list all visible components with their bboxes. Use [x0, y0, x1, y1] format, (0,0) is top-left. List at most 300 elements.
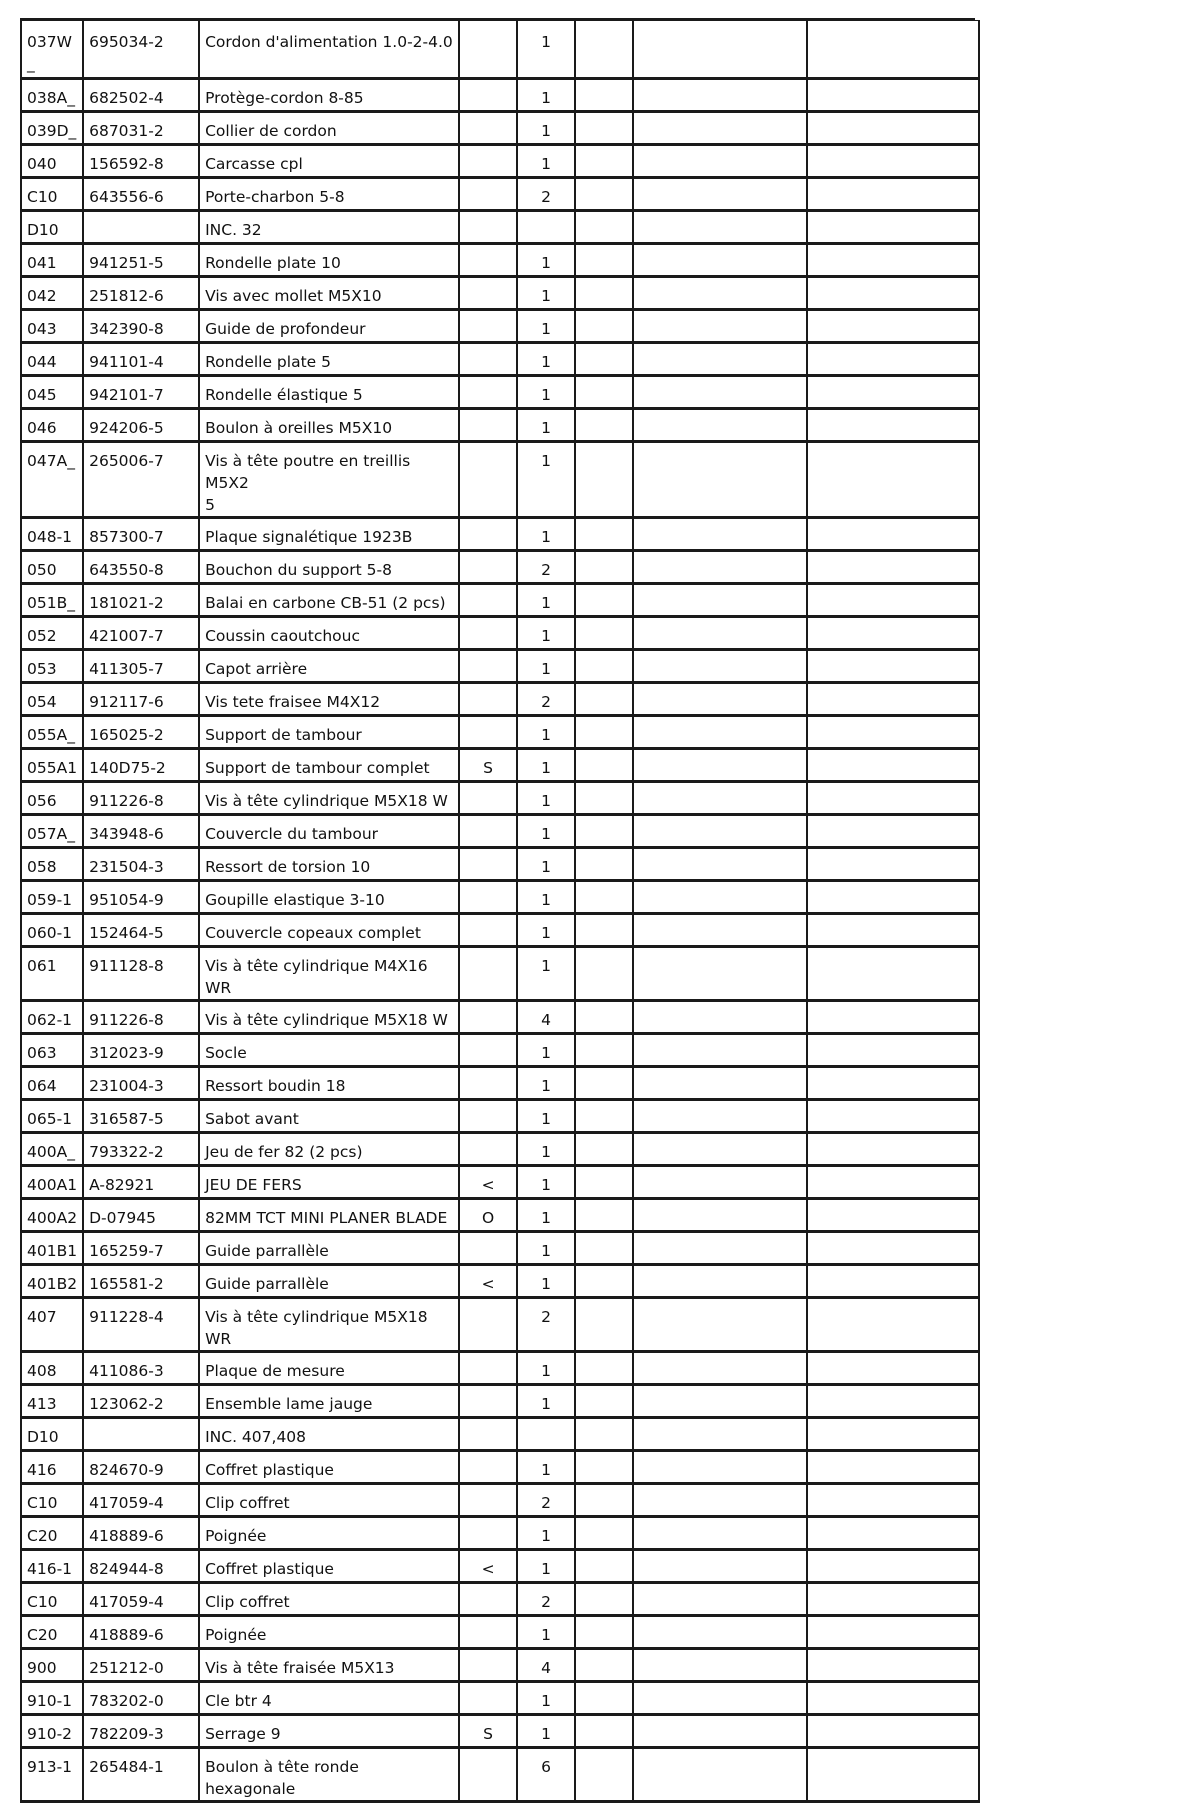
parts-table [20, 20, 980, 1803]
cell-empty [633, 178, 807, 211]
cell-flag [459, 21, 517, 79]
cell-ref: C10 [21, 1583, 83, 1616]
cell-ref: 400A_ [21, 1133, 83, 1166]
table-row [21, 1715, 979, 1748]
cell-quantity [517, 1418, 575, 1451]
cell-description: Plaque signalétique 1923B [199, 518, 459, 551]
table-row [21, 442, 979, 518]
cell-flag [459, 683, 517, 716]
cell-quantity: 1 [517, 1067, 575, 1100]
cell-ref: 040 [21, 145, 83, 178]
cell-part-number: D-07945 [83, 1199, 199, 1232]
cell-empty [633, 1418, 807, 1451]
cell-empty [575, 1418, 633, 1451]
cell-quantity: 1 [517, 914, 575, 947]
cell-empty [633, 1100, 807, 1133]
cell-empty [633, 1385, 807, 1418]
cell-ref: 042 [21, 277, 83, 310]
cell-flag [459, 79, 517, 112]
cell-empty [807, 551, 979, 584]
table-row [21, 343, 979, 376]
cell-empty [633, 749, 807, 782]
table-row [21, 145, 979, 178]
cell-quantity: 2 [517, 683, 575, 716]
cell-flag [459, 1298, 517, 1352]
cell-description: Couvercle copeaux complet [199, 914, 459, 947]
cell-quantity: 1 [517, 650, 575, 683]
cell-flag [459, 1484, 517, 1517]
cell-quantity: 2 [517, 178, 575, 211]
cell-empty [575, 1352, 633, 1385]
table-row [21, 277, 979, 310]
cell-empty [807, 442, 979, 518]
cell-empty [633, 551, 807, 584]
table-row [21, 1649, 979, 1682]
cell-part-number: 824944-8 [83, 1550, 199, 1583]
cell-part-number: 265484-1 [83, 1748, 199, 1802]
cell-description: Goupille elastique 3-10 [199, 881, 459, 914]
cell-flag [459, 1649, 517, 1682]
cell-ref: 044 [21, 343, 83, 376]
cell-description: Jeu de fer 82 (2 pcs) [199, 1133, 459, 1166]
cell-part-number: 152464-5 [83, 914, 199, 947]
cell-quantity: 1 [517, 1100, 575, 1133]
cell-empty [575, 442, 633, 518]
table-row [21, 244, 979, 277]
cell-empty [633, 815, 807, 848]
table-row [21, 815, 979, 848]
cell-empty [633, 1616, 807, 1649]
cell-ref: 910-2 [21, 1715, 83, 1748]
cell-quantity: 1 [517, 848, 575, 881]
cell-description: Vis à tête poutre en treillis M5X2 5 [199, 442, 459, 518]
cell-quantity: 1 [517, 947, 575, 1001]
cell-ref: 048-1 [21, 518, 83, 551]
table-row [21, 1451, 979, 1484]
table-row [21, 1550, 979, 1583]
cell-description: Vis à tête fraisée M5X13 [199, 1649, 459, 1682]
table-row [21, 584, 979, 617]
cell-empty [575, 815, 633, 848]
cell-part-number: 312023-9 [83, 1034, 199, 1067]
cell-empty [807, 815, 979, 848]
cell-description: Vis avec mollet M5X10 [199, 277, 459, 310]
cell-empty [575, 1715, 633, 1748]
parts-list-sheet [20, 20, 980, 1803]
table-row [21, 551, 979, 584]
cell-empty [633, 518, 807, 551]
cell-description: Sabot avant [199, 1100, 459, 1133]
cell-flag [459, 1418, 517, 1451]
cell-description: Coffret plastique [199, 1550, 459, 1583]
cell-empty [575, 650, 633, 683]
cell-flag: S [459, 749, 517, 782]
cell-empty [807, 1517, 979, 1550]
table-row [21, 650, 979, 683]
cell-quantity: 1 [517, 442, 575, 518]
cell-empty [807, 1484, 979, 1517]
table-row [21, 848, 979, 881]
cell-empty [633, 1352, 807, 1385]
cell-part-number: 857300-7 [83, 518, 199, 551]
cell-quantity [517, 211, 575, 244]
cell-ref: 045 [21, 376, 83, 409]
cell-empty [633, 1517, 807, 1550]
cell-ref: C10 [21, 178, 83, 211]
cell-empty [633, 848, 807, 881]
cell-empty [633, 277, 807, 310]
cell-flag [459, 1616, 517, 1649]
cell-empty [633, 1133, 807, 1166]
cell-description: INC. 32 [199, 211, 459, 244]
cell-quantity: 1 [517, 277, 575, 310]
cell-part-number: 165025-2 [83, 716, 199, 749]
cell-empty [575, 1616, 633, 1649]
cell-flag [459, 178, 517, 211]
cell-quantity: 1 [517, 1385, 575, 1418]
cell-description: Coffret plastique [199, 1451, 459, 1484]
cell-ref: 913-1 [21, 1748, 83, 1802]
cell-empty [633, 584, 807, 617]
cell-part-number: 342390-8 [83, 310, 199, 343]
cell-part-number: 231004-3 [83, 1067, 199, 1100]
cell-description: Protège-cordon 8-85 [199, 79, 459, 112]
cell-quantity: 1 [517, 518, 575, 551]
cell-empty [575, 1001, 633, 1034]
cell-empty [633, 1265, 807, 1298]
cell-ref: 400A1 [21, 1166, 83, 1199]
cell-description: Guide parrallèle [199, 1265, 459, 1298]
table-row [21, 1133, 979, 1166]
cell-empty [575, 1100, 633, 1133]
cell-empty [633, 881, 807, 914]
cell-quantity: 1 [517, 716, 575, 749]
cell-quantity: 1 [517, 617, 575, 650]
cell-flag [459, 1001, 517, 1034]
cell-ref: 401B2 [21, 1265, 83, 1298]
cell-part-number: 783202-0 [83, 1682, 199, 1715]
cell-ref: 052 [21, 617, 83, 650]
cell-empty [807, 79, 979, 112]
cell-empty [575, 79, 633, 112]
cell-ref: 038A_ [21, 79, 83, 112]
cell-ref: 407 [21, 1298, 83, 1352]
cell-ref: 055A1 [21, 749, 83, 782]
cell-ref: 064 [21, 1067, 83, 1100]
cell-description: Clip coffret [199, 1583, 459, 1616]
cell-empty [575, 1484, 633, 1517]
cell-ref: 053 [21, 650, 83, 683]
cell-ref: 057A_ [21, 815, 83, 848]
cell-ref: 900 [21, 1649, 83, 1682]
cell-part-number: 231504-3 [83, 848, 199, 881]
cell-part-number: 941251-5 [83, 244, 199, 277]
cell-ref: C20 [21, 1517, 83, 1550]
cell-empty [807, 1199, 979, 1232]
cell-quantity: 1 [517, 1451, 575, 1484]
cell-part-number: 181021-2 [83, 584, 199, 617]
cell-description: 82MM TCT MINI PLANER BLADE [199, 1199, 459, 1232]
cell-empty [575, 1682, 633, 1715]
cell-part-number: 782209-3 [83, 1715, 199, 1748]
cell-part-number: 911226-8 [83, 782, 199, 815]
cell-quantity: 2 [517, 1583, 575, 1616]
cell-part-number: 911128-8 [83, 947, 199, 1001]
cell-description: Serrage 9 [199, 1715, 459, 1748]
table-row [21, 1067, 979, 1100]
cell-empty [633, 947, 807, 1001]
cell-empty [633, 21, 807, 79]
cell-quantity: 1 [517, 145, 575, 178]
cell-flag [459, 343, 517, 376]
cell-empty [575, 584, 633, 617]
cell-empty [633, 1199, 807, 1232]
cell-description: Ensemble lame jauge [199, 1385, 459, 1418]
cell-part-number: 793322-2 [83, 1133, 199, 1166]
cell-ref: D10 [21, 1418, 83, 1451]
cell-empty [807, 1232, 979, 1265]
cell-flag [459, 442, 517, 518]
cell-empty [807, 277, 979, 310]
cell-description: Clip coffret [199, 1484, 459, 1517]
cell-ref: 050 [21, 551, 83, 584]
cell-empty [633, 914, 807, 947]
parts-table-body [21, 21, 979, 1802]
cell-part-number: 643550-8 [83, 551, 199, 584]
cell-empty [575, 551, 633, 584]
cell-empty [807, 1034, 979, 1067]
cell-empty [575, 518, 633, 551]
cell-description: Ressort boudin 18 [199, 1067, 459, 1100]
cell-empty [633, 145, 807, 178]
table-row [21, 1748, 979, 1802]
cell-flag [459, 145, 517, 178]
table-row [21, 1616, 979, 1649]
table-row [21, 881, 979, 914]
cell-description: Porte-charbon 5-8 [199, 178, 459, 211]
table-row [21, 1352, 979, 1385]
cell-ref: 061 [21, 947, 83, 1001]
cell-empty [807, 1385, 979, 1418]
cell-quantity: 1 [517, 1682, 575, 1715]
cell-empty [575, 1067, 633, 1100]
cell-empty [807, 343, 979, 376]
cell-empty [633, 409, 807, 442]
cell-part-number: 411086-3 [83, 1352, 199, 1385]
cell-part-number: 951054-9 [83, 881, 199, 914]
cell-ref: C20 [21, 1616, 83, 1649]
table-row [21, 1484, 979, 1517]
cell-quantity: 6 [517, 1748, 575, 1802]
cell-description: Cle btr 4 [199, 1682, 459, 1715]
cell-part-number: 924206-5 [83, 409, 199, 442]
cell-ref: 062-1 [21, 1001, 83, 1034]
cell-description: Vis à tête cylindrique M5X18 WR [199, 1298, 459, 1352]
cell-part-number: 695034-2 [83, 21, 199, 79]
cell-empty [633, 782, 807, 815]
table-row [21, 1265, 979, 1298]
cell-quantity: 1 [517, 1616, 575, 1649]
cell-part-number: 417059-4 [83, 1583, 199, 1616]
table-row [21, 409, 979, 442]
cell-description: Vis à tête cylindrique M4X16 WR [199, 947, 459, 1001]
cell-empty [807, 1682, 979, 1715]
table-row [21, 1418, 979, 1451]
cell-empty [807, 1352, 979, 1385]
cell-empty [807, 1133, 979, 1166]
table-row [21, 178, 979, 211]
cell-flag [459, 244, 517, 277]
cell-empty [633, 1682, 807, 1715]
cell-empty [575, 409, 633, 442]
cell-empty [575, 343, 633, 376]
cell-ref: 060-1 [21, 914, 83, 947]
cell-flag: < [459, 1265, 517, 1298]
cell-description: INC. 407,408 [199, 1418, 459, 1451]
cell-ref: 041 [21, 244, 83, 277]
cell-empty [575, 683, 633, 716]
cell-part-number: 687031-2 [83, 112, 199, 145]
cell-description: Boulon à tête ronde hexagonale [199, 1748, 459, 1802]
cell-empty [633, 1067, 807, 1100]
cell-ref: 046 [21, 409, 83, 442]
cell-empty [807, 1715, 979, 1748]
cell-quantity: 1 [517, 881, 575, 914]
cell-description: Guide de profondeur [199, 310, 459, 343]
cell-part-number: 165581-2 [83, 1265, 199, 1298]
cell-quantity: 1 [517, 343, 575, 376]
cell-empty [807, 1418, 979, 1451]
cell-empty [807, 518, 979, 551]
cell-flag [459, 1352, 517, 1385]
cell-empty [807, 683, 979, 716]
cell-part-number: 251812-6 [83, 277, 199, 310]
cell-empty [807, 782, 979, 815]
cell-part-number: 411305-7 [83, 650, 199, 683]
cell-quantity: 1 [517, 1352, 575, 1385]
cell-flag [459, 716, 517, 749]
cell-empty [575, 376, 633, 409]
cell-quantity: 1 [517, 1265, 575, 1298]
cell-part-number: 251212-0 [83, 1649, 199, 1682]
cell-empty [807, 376, 979, 409]
cell-flag [459, 112, 517, 145]
cell-description: Vis à tête cylindrique M5X18 W [199, 1001, 459, 1034]
cell-description: Support de tambour complet [199, 749, 459, 782]
cell-part-number: A-82921 [83, 1166, 199, 1199]
cell-flag [459, 1583, 517, 1616]
cell-description: Socle [199, 1034, 459, 1067]
cell-empty [633, 1484, 807, 1517]
cell-quantity: 1 [517, 815, 575, 848]
cell-flag [459, 277, 517, 310]
cell-flag: S [459, 1715, 517, 1748]
cell-empty [807, 1649, 979, 1682]
cell-empty [575, 244, 633, 277]
cell-empty [633, 310, 807, 343]
cell-empty [575, 848, 633, 881]
cell-empty [807, 1616, 979, 1649]
cell-part-number: 824670-9 [83, 1451, 199, 1484]
cell-empty [633, 343, 807, 376]
cell-empty [807, 1298, 979, 1352]
cell-flag [459, 1517, 517, 1550]
cell-empty [633, 244, 807, 277]
cell-quantity: 2 [517, 551, 575, 584]
cell-empty [807, 1550, 979, 1583]
cell-empty [633, 112, 807, 145]
cell-description: Plaque de mesure [199, 1352, 459, 1385]
cell-quantity: 1 [517, 1166, 575, 1199]
cell-empty [807, 1166, 979, 1199]
cell-empty [575, 782, 633, 815]
cell-empty [575, 914, 633, 947]
table-row [21, 947, 979, 1001]
cell-part-number: 140D75-2 [83, 749, 199, 782]
cell-ref: 054 [21, 683, 83, 716]
table-row [21, 112, 979, 145]
table-row [21, 914, 979, 947]
cell-empty [807, 211, 979, 244]
cell-empty [575, 1583, 633, 1616]
table-row [21, 1100, 979, 1133]
cell-quantity: 1 [517, 79, 575, 112]
cell-quantity: 1 [517, 782, 575, 815]
cell-description: Collier de cordon [199, 112, 459, 145]
cell-description: Poignée [199, 1616, 459, 1649]
cell-empty [807, 178, 979, 211]
cell-empty [633, 617, 807, 650]
table-row [21, 79, 979, 112]
cell-ref: 416 [21, 1451, 83, 1484]
cell-part-number: 941101-4 [83, 343, 199, 376]
cell-quantity: 1 [517, 1232, 575, 1265]
cell-ref: 051B_ [21, 584, 83, 617]
cell-flag [459, 211, 517, 244]
cell-empty [575, 1265, 633, 1298]
cell-flag: < [459, 1166, 517, 1199]
cell-empty [807, 1001, 979, 1034]
cell-flag [459, 1034, 517, 1067]
cell-part-number: 643556-6 [83, 178, 199, 211]
cell-empty [633, 1550, 807, 1583]
cell-empty [575, 716, 633, 749]
cell-ref: 056 [21, 782, 83, 815]
cell-part-number: 682502-4 [83, 79, 199, 112]
cell-empty [807, 1451, 979, 1484]
cell-flag [459, 881, 517, 914]
cell-empty [807, 1748, 979, 1802]
cell-empty [575, 1649, 633, 1682]
cell-empty [575, 310, 633, 343]
cell-empty [633, 376, 807, 409]
cell-empty [807, 584, 979, 617]
cell-empty [633, 1748, 807, 1802]
cell-part-number: 343948-6 [83, 815, 199, 848]
cell-quantity: 1 [517, 584, 575, 617]
cell-empty [633, 1649, 807, 1682]
cell-quantity: 1 [517, 376, 575, 409]
table-row [21, 1199, 979, 1232]
cell-empty [575, 1232, 633, 1265]
cell-flag [459, 1385, 517, 1418]
table-row [21, 716, 979, 749]
cell-empty [575, 277, 633, 310]
cell-empty [633, 683, 807, 716]
cell-ref: 039D_ [21, 112, 83, 145]
cell-description: JEU DE FERS [199, 1166, 459, 1199]
cell-flag [459, 947, 517, 1001]
